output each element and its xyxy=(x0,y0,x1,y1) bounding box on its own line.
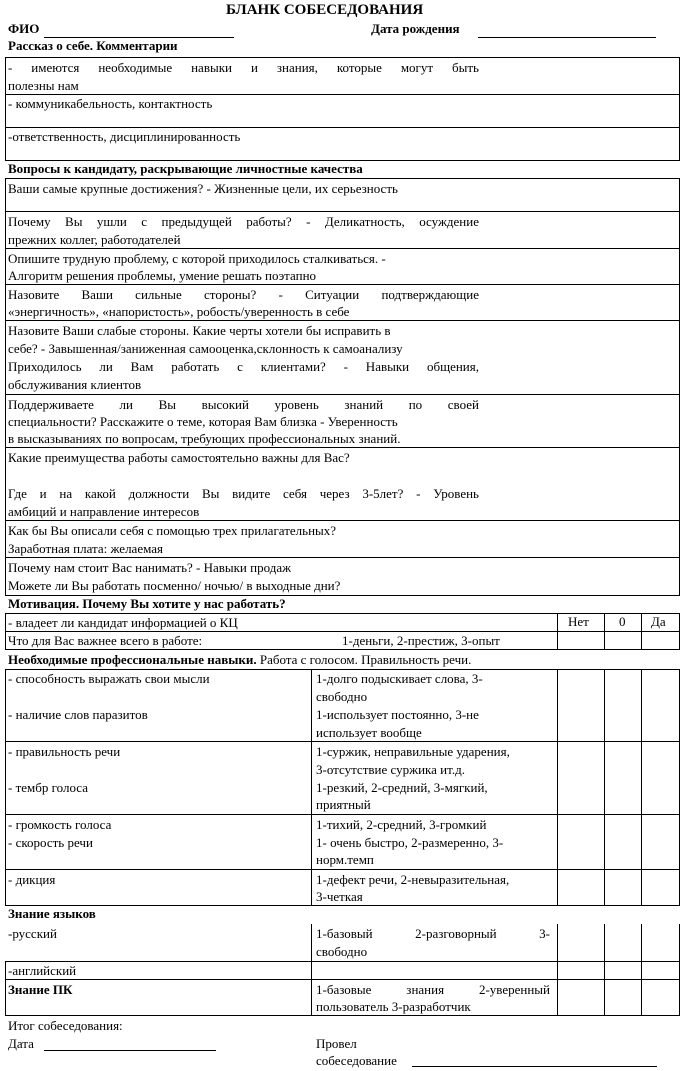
skills-heading-bold: Необходимые профессиональные навыки. xyxy=(8,652,257,667)
interviewer-field[interactable] xyxy=(412,1066,657,1067)
kc-question: - владеет ли кандидат информацией о КЦ xyxy=(8,615,238,630)
skill-speed-scale-1: 1- очень быстро, 2-размеренно, 3- xyxy=(316,835,504,850)
col-yes: Да xyxy=(651,614,666,629)
motivation-heading: Мотивация. Почему Вы хотите у нас работать? xyxy=(8,596,286,611)
lang-russian-scale-1: 1-базовый 2-разговорный 3- xyxy=(316,926,550,941)
q1: Ваши самые крупные достижения? - Жизненные цели, их серьезность xyxy=(8,181,398,196)
q5-line-4: обслуживания клиентов xyxy=(8,377,142,392)
skill-volume-scale: 1-тихий, 2-средний, 3-громкий xyxy=(316,817,487,832)
dob-label: Дата рождения xyxy=(371,21,460,36)
q5-line-2: себе? - Завышенная/заниженная самооценка,склонность к самоанализу xyxy=(8,341,403,356)
q5-line-1: Назовите Ваши слабые стороны. Какие черты хотели бы исправить в xyxy=(8,323,391,338)
q8-line-2: Заработная плата: желаемая xyxy=(8,541,163,556)
q7-line-4: амбиций и направление интересов xyxy=(8,504,200,519)
q6-line-3: в высказываниях по вопросам, требующих профессиональных знаний. xyxy=(8,431,401,446)
skill-correctness-scale-2: 3-отсутствие суржика ит.д. xyxy=(316,762,465,777)
skills-heading-rest: Работа с голосом. Правильность речи. xyxy=(256,652,472,667)
q8-line-1: Как бы Вы описали себя с помощью трех прилагательных? xyxy=(8,523,337,538)
lang-english: -английский xyxy=(8,963,77,978)
skill-diction-scale-1: 1-дефект речи, 2-невыразительная, xyxy=(316,872,510,887)
date-label: Дата xyxy=(8,1036,34,1051)
story-row-1-line-1: - имеются необходимые навыки и знания, которые могут быть xyxy=(8,60,479,75)
skill-correctness: - правильность речи xyxy=(8,744,121,759)
lang-russian-scale-2: свободно xyxy=(316,944,368,959)
col-no: Нет xyxy=(568,614,589,629)
questions-heading: Вопросы к кандидату, раскрывающие личностные качества xyxy=(8,161,363,176)
q3-line-2: Алгоритм решения проблемы, умение решать поэтапно xyxy=(8,268,317,283)
q6-line-2: специальности? Расскажите о теме, которая Вам близка - Уверенность xyxy=(8,414,398,429)
skill-speed: - скорость речи xyxy=(8,835,93,850)
work-question: Что для Вас важнее всего в работе: xyxy=(8,633,203,648)
lang-russian: -русский xyxy=(8,926,57,941)
pc-scale-1: 1-базовые знания 2-уверенный xyxy=(316,982,550,997)
skill-parasites: - наличие слов паразитов xyxy=(8,707,148,722)
pc-heading: Знание ПК xyxy=(8,982,73,997)
skill-thoughts-scale-1: 1-долго подыскивает слова, 3- xyxy=(316,671,483,686)
conducted-label: Провел xyxy=(316,1036,357,1051)
q5-line-3: Приходилось ли Вам работать с клиентами? - Навыки общения, xyxy=(8,359,479,374)
q7-line-1: Какие преимущества работы самостоятельно важны для Вас? xyxy=(8,450,350,465)
q2-line-1: Почему Вы ушли с предыдущей работы? - Деликатность, осуждение xyxy=(8,214,479,229)
skill-thoughts-scale-2: свободно xyxy=(316,689,368,704)
story-row-1-line-2: полезны нам xyxy=(8,78,79,93)
work-options: 1-деньги, 2-престиж, 3-опыт xyxy=(342,633,500,648)
skill-diction-scale-2: 3-четкая xyxy=(316,889,363,904)
q4-line-1: Назовите Ваши сильные стороны? - Ситуации подтверждающие xyxy=(8,287,479,302)
q2-line-2: прежних коллег, работодателей xyxy=(8,232,181,247)
skill-timbre-scale-2: приятный xyxy=(316,797,371,812)
story-row-3: -ответственность, дисциплинированность xyxy=(8,129,241,144)
q9-line-2: Можете ли Вы работать посменно/ ночью/ в выходные дни? xyxy=(8,578,341,593)
date-field[interactable] xyxy=(44,1050,216,1051)
form-title: БЛАНК СОБЕСЕДОВАНИЯ xyxy=(226,2,424,18)
skill-timbre: - тембр голоса xyxy=(8,780,88,795)
skill-volume: - громкость голоса xyxy=(8,817,112,832)
skill-timbre-scale-1: 1-резкий, 2-средний, 3-мягкий, xyxy=(316,780,488,795)
q7-line-3: Где и на какой должности Вы видите себя через 3-5лет? - Уровень xyxy=(8,486,479,501)
skill-diction: - дикция xyxy=(8,872,56,887)
col-zero: 0 xyxy=(619,614,626,629)
skill-parasites-scale-1: 1-использует постоянно, 3-не xyxy=(316,707,479,722)
q4-line-2: «энергичность», «напористость», робость/уверенность в себе xyxy=(8,304,350,319)
skill-thoughts: - способность выражать свои мысли xyxy=(8,671,210,686)
q3-line-1: Опишите трудную проблему, с которой приходилось сталкиваться. - xyxy=(8,251,386,266)
story-row-2: - коммуникабельность, контактность xyxy=(8,96,213,111)
languages-heading: Знание языков xyxy=(8,906,96,921)
skill-parasites-scale-2: использует вообще xyxy=(316,725,422,740)
dob-field[interactable] xyxy=(478,37,656,38)
pc-scale-2: пользователь 3-разработчик xyxy=(316,999,471,1014)
skill-speed-scale-2: норм.темп xyxy=(316,852,374,867)
skill-correctness-scale-1: 1-суржик, неправильные ударения, xyxy=(316,744,510,759)
q6-line-1: Поддерживаете ли Вы высокий уровень знаний по своей xyxy=(8,397,479,412)
story-heading: Рассказ о себе. Комментарии xyxy=(8,38,178,53)
interview-label: собеседование xyxy=(316,1053,397,1068)
skills-heading xyxy=(8,651,471,669)
fio-label: ФИО xyxy=(8,21,40,36)
result-label: Итог собеседования: xyxy=(8,1018,123,1033)
q9-line-1: Почему нам стоит Вас нанимать? - Навыки продаж xyxy=(8,560,292,575)
